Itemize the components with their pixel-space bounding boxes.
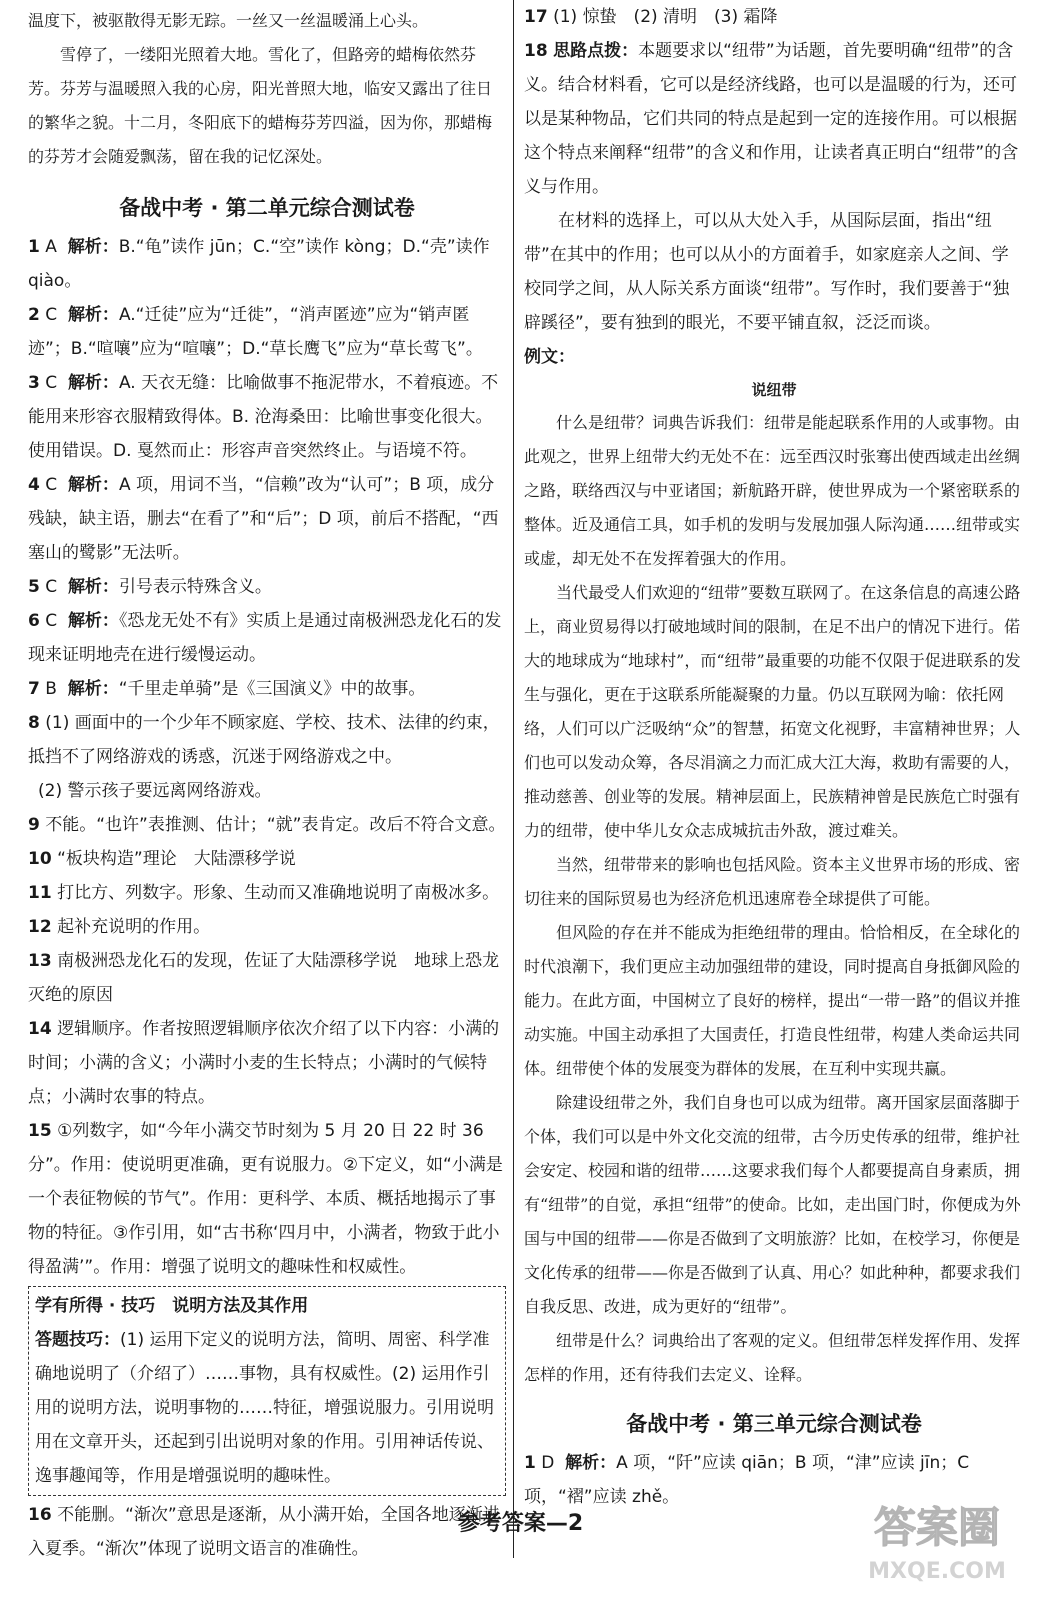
item-number: 1: [28, 237, 40, 257]
item-text: B.“龟”读作 jūn；C.“空”读作 kòng；D.“壳”读作 qiào。: [28, 237, 490, 291]
answer-item: [28, 672, 506, 706]
watermark-text: 答案圈: [873, 1503, 1001, 1552]
answer-item: [28, 808, 506, 842]
item-label: 解析：: [565, 1453, 617, 1473]
answer-item: [28, 468, 506, 570]
right-column: [524, 0, 1024, 1514]
answer-item: [28, 1012, 506, 1114]
answer-item: [28, 1114, 506, 1284]
item-number: 13: [28, 951, 52, 971]
intro-paragraph: 温度下，被驱散得无影无踪。一丝又一丝温暖涌上心头。: [28, 11, 429, 30]
item-label: 思路点拨：: [553, 41, 639, 61]
item-paragraph: 在材料的选择上，可以从大处入手，从国际层面，指出“纽带”在其中的作用；也可以从小的方面着手，如家庭亲人之间、学校同学之间，从人际关系方面谈“纽带”。写作时，我们要善于“独辟蹊径”，要有独到的眼光，不要平铺直叙，泛泛而谈。: [524, 211, 1010, 333]
essay-paragraph: 什么是纽带？词典告诉我们：纽带是能起联系作用的人或事物。由此观之，世界上纽带大约无处不在：远至西汉时张骞出使西域走出丝绸之路，联络西汉与中亚诸国；新航路开辟，使世界成为一个紧密联系的整体。近及通信工具，如手机的发明与发展加强人际沟通……纽带或实或虚，却无处不在发挥着强大的作用。: [524, 413, 1021, 568]
item-text: 不能。“也许”表推测、估计；“就”表肯定。改后不符合文意。: [45, 815, 506, 835]
answer-item: [524, 34, 1024, 204]
essay: [524, 406, 1024, 1392]
item-text: 南极洲恐龙化石的发现，佐证了大陆漂移学说 地球上恐龙灭绝的原因: [28, 951, 500, 1005]
item-number: 3: [28, 373, 40, 393]
item-text: 逻辑顺序。作者按照逻辑顺序依次介绍了以下内容：小满的时间；小满的含义；小满时小麦的生长特点；小满时的气候特点；小满时农事的特点。: [28, 1019, 500, 1107]
item-label: 解析：: [67, 475, 119, 495]
answer-item: [28, 230, 506, 298]
item-text: A. 天衣无缝：比喻做事不拖泥带水，不着痕迹。不能用来形容衣服精致得体。B. 沧海桑田：比喻世事变化很大。使用错误。D. 戛然而止：形容声音突然终止。与语境不符。: [28, 373, 499, 461]
item-answer: D: [541, 1453, 555, 1473]
item-answer: C: [45, 475, 58, 495]
item-text: ①列数字，如“今年小满交节时刻为 5 月 20 日 22 时 36 分”。作用：使说明更准确，更有说服力。②下定义，如“小满是一个表征物候的节气”。作用：更科学、本质、概括地揭示了事物的特征。③作引用，如“古书称‘四月中，小满者，物致于此小得盈满’”。作用：增强了说明文的趣味性和权威性。: [28, 1121, 503, 1277]
answer-item: [28, 774, 506, 808]
item-answer: A: [45, 237, 57, 257]
essay-paragraph: 但风险的存在并不能成为拒绝纽带的理由。恰恰相反，在全球化的时代浪潮下，我们更应主动加强纽带的建设，同时提高自身抵御风险的能力。在此方面，中国树立了良好的榜样，提出“一带一路”的倡议并推动实施。中国主动承担了大国责任，打造良性纽带，构建人类命运共同体。纽带使个体的发展变为群体的发展，在互利中实现共赢。: [524, 923, 1021, 1078]
section-title: 备战中考 · 第二单元综合测试卷: [119, 196, 415, 220]
tip-title: 学有所得 · 技巧 说明方法及其作用: [35, 1296, 309, 1316]
intro-paragraph: 雪停了，一缕阳光照着大地。雪化了，但路旁的蜡梅依然芬芳。芬芳与温暖照入我的心房，阳光普照大地，临安又露出了往日的繁华之貌。十二月，冬阳底下的蜡梅芬芳四溢，因为你，那蜡梅的芬芳才会随爱飘荡，留在我的记忆深处。: [28, 45, 493, 166]
item-number: 6: [28, 611, 40, 631]
item-number: 17: [524, 7, 548, 27]
item-text: 起补充说明的作用。: [57, 917, 211, 937]
essay-paragraph: 除建设纽带之外，我们自身也可以成为纽带。离开国家层面落脚于个体，我们可以是中外文化交流的纽带，古今历史传承的纽带，维护社会安定、校园和谐的纽带……这要求我们每个人都要提高自身素质，拥有“纽带”的自觉，承担“纽带”的使命。比如，走出国门时，你便成为外国与中国的纽带——你是否做到了文明旅游？比如，在校学习，你便是文化传承的纽带——你是否做到了认真、用心？如此种种，都要求我们自我反思、改进，成为更好的“纽带”。: [524, 1093, 1021, 1316]
item-text: 引号表示特殊含义。: [118, 577, 272, 597]
item-text: 本题要求以“纽带”为话题，首先要明确“纽带”的含义。结合材料看，它可以是经济线路，也可以是温暖的行为，还可以是某种物品，它们共同的特点是起到一定的连接作用。可以根据这个特点来阐释“纽带”的含义和作用，让读者真正明白“纽带”的含义与作用。: [524, 41, 1019, 197]
tip-box: [28, 1286, 506, 1496]
item-label: 解析：: [67, 611, 119, 631]
item-number: 18: [524, 41, 548, 61]
answer-item: [28, 910, 506, 944]
item-number: 16: [28, 1505, 52, 1525]
item-number: 5: [28, 577, 40, 597]
item-number: 7: [28, 679, 40, 699]
item-text: (2) 警示孩子要远离网络游戏。: [38, 781, 272, 801]
essay-paragraph: 纽带是什么？词典给出了客观的定义。但纽带怎样发挥作用、发挥怎样的作用，还有待我们去定义、诠释。: [524, 1331, 1021, 1384]
watermark-url: MXQE.COM: [868, 1559, 1006, 1584]
item-number: 10: [28, 849, 52, 869]
item-text: A 项，“阡”应读 qiān；B 项，“津”应读 jīn；C 项，“褶”应读 zhě。: [524, 1453, 970, 1507]
item-answer: B: [45, 679, 57, 699]
item-number: 2: [28, 305, 40, 325]
answer-list: [28, 230, 506, 1284]
item-number: 1: [524, 1453, 536, 1473]
item-answer: C: [45, 611, 58, 631]
answer-item: [28, 876, 506, 910]
item-label: 解析：: [67, 679, 119, 699]
item-text: 打比方、列数字。形象、生动而又准确地说明了南极冰多。: [57, 883, 500, 903]
item-number: 9: [28, 815, 40, 835]
essay-paragraph: 当代最受人们欢迎的“纽带”要数互联网了。在这条信息的高速公路上，商业贸易得以打破地域时间的限制，在足不出户的情况下进行。偌大的地球成为“地球村”，而“纽带”最重要的功能不仅限于促进联系的发生与强化，更在于这联系所能凝聚的力量。仍以互联网为喻：依托网络，人们可以广泛吸纳“众”的智慧，拓宽文化视野，丰富精神世界；人们也可以发动众筹，各尽涓滴之力而汇成大江大海，救助有需要的人，推动慈善、创业等的发展。精神层面上，民族精神曾是民族危亡时强有力的纽带，使中华儿女众志成城抗击外敌，渡过难关。: [524, 583, 1021, 840]
answer-item: [28, 944, 506, 1012]
item-number: 15: [28, 1121, 52, 1141]
essay-paragraph: 当然，纽带带来的影响也包括风险。资本主义世界市场的形成、密切往来的国际贸易也为经济危机迅速席卷全球提供了可能。: [524, 855, 1021, 908]
item-text: (1) 画面中的一个少年不顾家庭、学校、技术、法律的约束，抵挡不了网络游戏的诱惑，沉迷于网络游戏之中。: [28, 713, 500, 767]
answer-item: [28, 706, 506, 774]
column-divider: [513, 0, 514, 1558]
item-number: 4: [28, 475, 40, 495]
item-text: (1) 惊蛰 (2) 清明 (3) 霜降: [553, 7, 778, 27]
item-number: 8: [28, 713, 40, 733]
answer-item: [28, 366, 506, 468]
answer-item: [28, 570, 506, 604]
item-text: 不能删。“渐次”意思是逐渐，从小满开始，全国各地逐渐进入夏季。“渐次”体现了说明文语言的准确性。: [28, 1505, 500, 1559]
item-label: 解析：: [67, 373, 119, 393]
item-text: A.“迁徒”应为“迁徙”，“消声匿迹”应为“销声匿迹”；B.“喧嚷”应为“喧嚷”；D.“草长鹰飞”应为“草长莺飞”。: [28, 305, 483, 359]
item-text: “千里走单骑”是《三国演义》中的故事。: [118, 679, 426, 699]
item-label: 解析：: [67, 237, 119, 257]
tip-label: 答题技巧：: [35, 1330, 120, 1350]
left-column: [28, 0, 506, 1566]
page-footer: 参考答案—2: [457, 1511, 584, 1536]
tip-text: [35, 1323, 499, 1493]
item-label: 解析：: [67, 305, 119, 325]
item-answer: C: [45, 577, 58, 597]
example-label: 例文：: [524, 347, 575, 367]
item-number: 14: [28, 1019, 52, 1039]
answer-item: [28, 842, 506, 876]
essay-title: 说纽带: [751, 381, 797, 399]
item-label: 解析：: [67, 577, 119, 597]
tip-body: (1) 运用下定义的说明方法，简明、周密、科学准确地说明了（介绍了）……事物，具有权威性。(2) 运用作引用的说明方法，说明事物的……特征，增强说服力。引用说明用在文章开头，还起到引出说明对象的作用。引用神话传说、逸事趣闻等，作用是增强说明的趣味性。: [35, 1330, 494, 1486]
watermark-logo: [845, 1490, 1030, 1590]
answer-item: [524, 0, 1024, 34]
item-number: 12: [28, 917, 52, 937]
item-text: A 项，用词不当，“信赖”改为“认可”；B 项，成分残缺，缺主语，删去“在看了”和“后”；D 项，前后不搭配，“西塞山的鹭影”无法听。: [28, 475, 499, 563]
section-title: 备战中考 · 第三单元综合测试卷: [626, 1412, 922, 1436]
item-answer: C: [45, 373, 58, 393]
answer-item: [28, 298, 506, 366]
answer-item: [28, 604, 506, 672]
item-text: “板块构造”理论 大陆漂移学说: [57, 849, 296, 869]
item-answer: C: [45, 305, 58, 325]
item-text: 《恐龙无处不有》实质上是通过南极洲恐龙化石的发现来证明地壳在进行缓慢运动。: [28, 611, 502, 665]
item-number: 11: [28, 883, 52, 903]
